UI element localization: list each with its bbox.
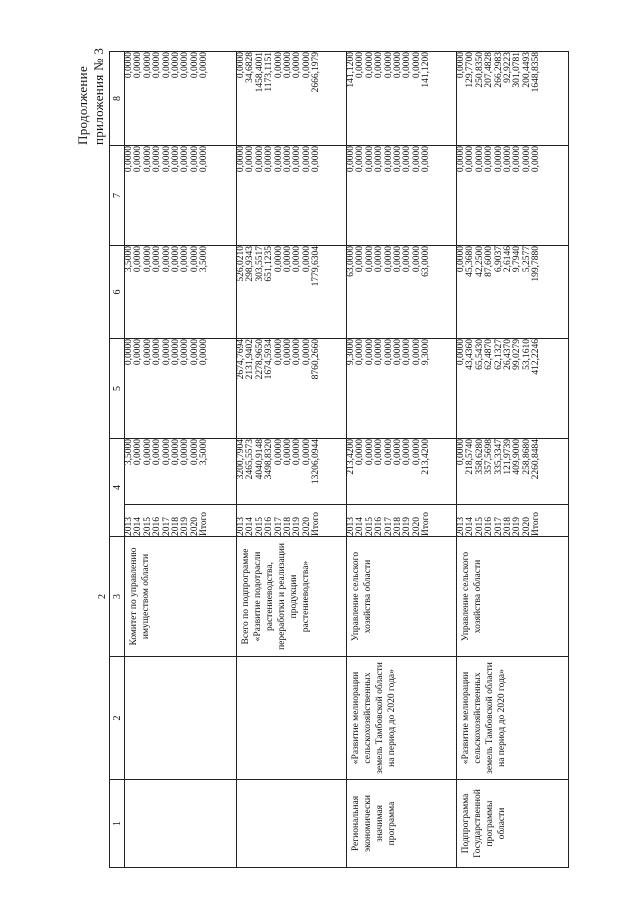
cell-value: 0,0000 (364, 439, 375, 466)
cell-value: 0,0000 (161, 52, 172, 79)
cell-value: 5,2577 (521, 246, 532, 273)
cell-value: 0,0000 (171, 146, 182, 173)
cell-value: 412,2246 (531, 339, 542, 375)
cell-value: 9,7940 (512, 246, 523, 273)
value-cell-c4 (347, 439, 457, 505)
cell-value: 357,5698 (484, 439, 495, 475)
cell-value: 0,0000 (199, 146, 210, 173)
cell-value: 0,0000 (124, 146, 134, 173)
cell-value: 0,0000 (393, 246, 404, 273)
value-cell-c7 (237, 146, 347, 246)
cell-value: 0,0000 (383, 339, 394, 366)
cell-value: 0,0000 (374, 439, 385, 466)
cell-value: 2019 (512, 517, 523, 536)
cell-value: 0,0000 (142, 339, 153, 366)
cell-value: 0,0000 (189, 246, 200, 273)
cell-value: 0,0000 (301, 52, 312, 79)
cell-value: 526,0210 (236, 246, 246, 282)
cell-value: 3,5000 (124, 439, 134, 466)
cell-value: 409,9000 (512, 439, 523, 475)
cell-value: 298,9343 (245, 246, 256, 282)
name-cell: «Развитие мелиорации сельскохозяйственных земель Тамбовской области на период до 2020 года» (351, 662, 397, 774)
cell-value: 0,0000 (161, 339, 172, 366)
cell-value: 0,0000 (521, 146, 532, 173)
cell-value: 0,0000 (245, 146, 256, 173)
cell-value: 0,0000 (402, 246, 413, 273)
cell-value: 65,5430 (474, 339, 485, 370)
cell-value: 0,0000 (189, 146, 200, 173)
cell-value: 0,0000 (374, 246, 385, 273)
cell-value: 218,5740 (465, 439, 476, 475)
cell-value: 0,0000 (180, 439, 191, 466)
page-title: Продолжение приложения № 3 (75, 47, 106, 145)
cell-value: 0,0000 (124, 52, 134, 79)
cell-value: 0,0000 (292, 339, 303, 366)
cell-value: 2018 (283, 517, 294, 536)
header-num-4: 4 (110, 439, 125, 537)
cell-value: 0,0000 (402, 439, 413, 466)
cell-value: 303,5517 (254, 246, 265, 282)
cell-value: 87,6000 (484, 246, 495, 277)
value-cell-c4 (457, 439, 569, 505)
name-cell (125, 657, 131, 779)
cell-value: Итого (311, 511, 322, 536)
table-row (457, 52, 569, 868)
cell-value: 0,0000 (301, 146, 312, 173)
cell-value: 0,0000 (180, 52, 191, 79)
program-cell (237, 780, 243, 867)
table-row (125, 52, 237, 868)
cell-value: 2015 (142, 517, 153, 536)
cell-value: 2,6146 (503, 246, 514, 273)
cell-value: 651,1235 (264, 246, 275, 282)
cell-value: 26,4370 (503, 339, 514, 370)
cell-value: 0,0000 (273, 339, 284, 366)
cell-value: 0,0000 (273, 246, 284, 273)
value-cell-c5 (237, 339, 347, 439)
cell-value: 301,0781 (512, 52, 523, 88)
cell-value: 63,0000 (421, 246, 432, 277)
cell-value: 0,0000 (465, 146, 476, 173)
cell-value: 9,3000 (421, 339, 432, 366)
cell-value: 0,0000 (199, 339, 210, 366)
cell-value: 0,0000 (133, 339, 144, 366)
cell-value: 0,0000 (142, 146, 153, 173)
cell-value: 0,0000 (421, 146, 432, 173)
cell-value: 0,0000 (273, 52, 284, 79)
cell-value: 0,0000 (180, 146, 191, 173)
cell-value: 0,0000 (383, 246, 394, 273)
cell-value: 0,0000 (133, 52, 144, 79)
cell-value: 1648,8358 (531, 52, 542, 93)
value-cell-c8 (125, 52, 237, 146)
cell-value: 92,9223 (503, 52, 514, 83)
cell-value: 2017 (383, 517, 394, 536)
cell-value: 0,0000 (152, 246, 163, 273)
cell-value: 141,1200 (346, 52, 356, 88)
cell-value: 0,0000 (355, 439, 366, 466)
cell-value: 0,0000 (292, 146, 303, 173)
cell-value: 0,0000 (355, 146, 366, 173)
cell-value: 0,0000 (531, 146, 542, 173)
cell-value: 0,0000 (393, 52, 404, 79)
cell-value: 2015 (474, 517, 485, 536)
cell-value: 0,0000 (301, 339, 312, 366)
cell-value: 0,0000 (161, 439, 172, 466)
header-row (110, 52, 125, 868)
executor-cell: Управление сельского хозяйства области (351, 551, 373, 642)
cell-value: 0,0000 (171, 52, 182, 79)
cell-value: 0,0000 (264, 146, 275, 173)
cell-value: 0,0000 (456, 146, 466, 173)
cell-value: 0,0000 (474, 146, 485, 173)
cell-value: 129,7700 (465, 52, 476, 88)
cell-value: 0,0000 (292, 246, 303, 273)
cell-value: 0,0000 (273, 439, 284, 466)
cell-value: 6,9037 (493, 246, 504, 273)
cell-value: 0,0000 (254, 146, 265, 173)
cell-value: 2020 (411, 517, 422, 536)
cell-value: 0,0000 (456, 52, 466, 79)
cell-value: 2674,7694 (236, 339, 246, 380)
cell-value: 45,3680 (465, 246, 476, 277)
cell-value: 2015 (364, 517, 375, 536)
cell-value: Итого (421, 511, 432, 536)
value-cell-c4 (237, 439, 347, 505)
cell-value: 207,4828 (484, 52, 495, 88)
cell-value: 0,0000 (411, 246, 422, 273)
cell-value: 0,0000 (374, 52, 385, 79)
header-num-5: 5 (110, 339, 125, 439)
cell-value: 0,0000 (133, 146, 144, 173)
cell-value: 0,0000 (133, 246, 144, 273)
header-num-7: 7 (110, 146, 125, 246)
cell-value: 0,0000 (456, 439, 466, 466)
cell-value: 3,5000 (124, 246, 134, 273)
cell-value: 0,0000 (364, 246, 375, 273)
cell-value: 1173,1151 (264, 52, 275, 92)
cell-value: 4040,9148 (254, 439, 265, 480)
cell-value: 0,0000 (402, 52, 413, 79)
cell-value: 62,1327 (493, 339, 504, 370)
value-cell-c6 (125, 246, 237, 339)
value-cell-c5 (457, 339, 569, 439)
years-cell (237, 505, 347, 537)
cell-value: 99,0279 (512, 339, 523, 370)
cell-value: 2014 (245, 517, 256, 536)
cell-value: 0,0000 (503, 146, 514, 173)
cell-value: 0,0000 (142, 246, 153, 273)
cell-value: 2019 (402, 517, 413, 536)
cell-value: 335,3347 (493, 439, 504, 475)
years-cell (347, 505, 457, 537)
years-cell (125, 505, 237, 537)
cell-value: 0,0000 (292, 52, 303, 79)
cell-value: 8760,2660 (311, 339, 322, 380)
cell-value: 2019 (292, 517, 303, 536)
value-cell-c4 (125, 439, 237, 505)
cell-value: 2260,8484 (531, 439, 542, 480)
cell-value: 2016 (374, 517, 385, 536)
cell-value: 0,0000 (374, 146, 385, 173)
cell-value: Итого (531, 511, 542, 536)
cell-value: 0,0000 (346, 146, 356, 173)
cell-value: 0,0000 (189, 439, 200, 466)
cell-value: 213,4200 (346, 439, 356, 475)
cell-value: 1779,6304 (311, 246, 322, 287)
header-num-2-top: 2 (96, 594, 108, 599)
cell-value: 2131,9402 (245, 339, 256, 380)
value-cell-c8 (457, 52, 569, 146)
cell-value: 0,0000 (364, 52, 375, 79)
cell-value: 0,0000 (283, 439, 294, 466)
cell-value: 358,6280 (474, 439, 485, 475)
cell-value: 250,8350 (474, 52, 485, 88)
cell-value: 2013 (456, 517, 466, 536)
cell-value: 0,0000 (393, 439, 404, 466)
executor-cell: Управление сельского хозяйства области (461, 551, 483, 642)
executor-cell: Комитет по управлению имуществом области (129, 547, 151, 646)
cell-value: 2018 (171, 517, 182, 536)
header-num-2: 2 (110, 657, 125, 780)
cell-value: 141,1200 (421, 52, 432, 88)
program-cell: Подпрограмма Государственной программы области (461, 789, 507, 858)
value-cell-c8 (347, 52, 457, 146)
budget-table (95, 51, 569, 868)
cell-value: 3498,8320 (264, 439, 275, 480)
cell-value: 2014 (133, 517, 144, 536)
value-cell-c5 (125, 339, 237, 439)
cell-value: 0,0000 (189, 52, 200, 79)
value-cell-c7 (347, 146, 457, 246)
name-cell (237, 657, 243, 779)
header-num-8: 8 (110, 52, 125, 146)
cell-value: 2014 (355, 517, 366, 536)
cell-value: 3,5000 (199, 439, 210, 466)
cell-value: 199,7880 (531, 246, 542, 282)
cell-value: 0,0000 (124, 339, 134, 366)
value-cell-c6 (237, 246, 347, 339)
cell-value: 0,0000 (152, 52, 163, 79)
name-cell: «Развитие мелиорации сельскохозяйственных земель Тамбовской области на период до 2020 года» (461, 662, 507, 774)
value-cell-c7 (457, 146, 569, 246)
cell-value: 0,0000 (393, 146, 404, 173)
cell-value: 0,0000 (180, 246, 191, 273)
cell-value: 0,0000 (383, 439, 394, 466)
cell-value: 2465,5573 (245, 439, 256, 480)
cell-value: 0,0000 (283, 52, 294, 79)
cell-value: 2013 (236, 517, 246, 536)
header-row-top (95, 52, 110, 868)
cell-value: 0,0000 (152, 146, 163, 173)
cell-value: 63,0000 (346, 246, 356, 277)
cell-value: 3,5000 (199, 246, 210, 273)
cell-value: 0,0000 (411, 439, 422, 466)
cell-value: 0,0000 (355, 52, 366, 79)
cell-value: 2666,1979 (311, 52, 322, 93)
cell-value: 0,0000 (493, 146, 504, 173)
cell-value: 53,1610 (521, 339, 532, 370)
value-cell-c8 (237, 52, 347, 146)
cell-value: 2016 (152, 517, 163, 536)
cell-value: 0,0000 (189, 339, 200, 366)
cell-value: 0,0000 (411, 339, 422, 366)
cell-value: 0,0000 (171, 439, 182, 466)
table-row (237, 52, 347, 868)
cell-value: 266,2983 (493, 52, 504, 88)
cell-value: 0,0000 (393, 339, 404, 366)
cell-value: 2015 (254, 517, 265, 536)
cell-value: 0,0000 (355, 339, 366, 366)
cell-value: 2278,9650 (254, 339, 265, 380)
cell-value: 121,9739 (503, 439, 514, 475)
cell-value: 0,0000 (364, 339, 375, 366)
cell-value: 0,0000 (364, 146, 375, 173)
cell-value: 0,0000 (142, 439, 153, 466)
cell-value: 0,0000 (161, 146, 172, 173)
cell-value: 2013 (346, 517, 356, 536)
program-cell: Региональная экономически значимая программа (351, 795, 397, 852)
cell-value: 0,0000 (383, 146, 394, 173)
cell-value: 213,4200 (421, 439, 432, 475)
cell-value: 0,0000 (142, 52, 153, 79)
cell-value: 2016 (264, 517, 275, 536)
cell-value: 43,4360 (465, 339, 476, 370)
cell-value: 0,0000 (152, 439, 163, 466)
cell-value: 0,0000 (355, 246, 366, 273)
cell-value: 0,0000 (236, 52, 246, 79)
cell-value: 0,0000 (484, 146, 495, 173)
cell-value: 2014 (465, 517, 476, 536)
cell-value: 0,0000 (180, 339, 191, 366)
cell-value: 0,0000 (152, 339, 163, 366)
value-cell-c6 (347, 246, 457, 339)
cell-value: 9,3000 (346, 339, 356, 366)
cell-value: 2019 (180, 517, 191, 536)
cell-value: 3200,7904 (236, 439, 246, 480)
cell-value: 0,0000 (402, 339, 413, 366)
cell-value: 0,0000 (283, 146, 294, 173)
cell-value: 0,0000 (402, 146, 413, 173)
cell-value: 1458,4001 (254, 52, 265, 93)
cell-value: 62,4870 (484, 339, 495, 370)
header-num-1: 1 (110, 780, 125, 868)
cell-value: 1674,5934 (264, 339, 275, 380)
cell-value: 13206,0944 (311, 439, 322, 485)
cell-value: 258,8680 (521, 439, 532, 475)
cell-value: 2017 (493, 517, 504, 536)
cell-value: 0,0000 (161, 246, 172, 273)
cell-value: 2018 (503, 517, 514, 536)
cell-value: 0,0000 (383, 52, 394, 79)
cell-value: 0,0000 (171, 339, 182, 366)
value-cell-c7 (125, 146, 237, 246)
table-row (347, 52, 457, 868)
cell-value: 2017 (273, 517, 284, 536)
value-cell-c5 (347, 339, 457, 439)
cell-value: 2020 (189, 517, 200, 536)
program-cell (125, 780, 131, 867)
cell-value: 0,0000 (512, 146, 523, 173)
cell-value: 0,0000 (411, 52, 422, 79)
cell-value: 0,0000 (311, 146, 322, 173)
cell-value: 2016 (484, 517, 495, 536)
cell-value: 2013 (124, 517, 134, 536)
cell-value: 0,0000 (199, 52, 210, 79)
cell-value: 0,0000 (236, 146, 246, 173)
header-num-6: 6 (110, 246, 125, 339)
cell-value: 0,0000 (301, 439, 312, 466)
cell-value: 2020 (301, 517, 312, 536)
cell-value: 0,0000 (301, 246, 312, 273)
cell-value: 200,4493 (521, 52, 532, 88)
cell-value: 0,0000 (133, 439, 144, 466)
cell-value: 0,0000 (273, 146, 284, 173)
cell-value: 42,2500 (474, 246, 485, 277)
cell-value: Итого (199, 511, 210, 536)
header-num-3: 3 (110, 537, 125, 657)
cell-value: 0,0000 (171, 246, 182, 273)
cell-value: 2018 (393, 517, 404, 536)
executor-cell: Всего по подпрограмме «Развитие подотрасли растениеводства, переработки и реализации продукции растениеводства» (241, 543, 311, 650)
cell-value: 0,0000 (374, 339, 385, 366)
cell-value: 34,6828 (245, 52, 256, 83)
cell-value: 0,0000 (283, 246, 294, 273)
cell-value: 0,0000 (292, 439, 303, 466)
cell-value: 0,0000 (411, 146, 422, 173)
cell-value: 0,0000 (283, 339, 294, 366)
cell-value: 0,0000 (456, 246, 466, 273)
cell-value: 2020 (521, 517, 532, 536)
cell-value: 2017 (161, 517, 172, 536)
years-cell (457, 505, 569, 537)
cell-value: 0,0000 (456, 339, 466, 366)
value-cell-c6 (457, 246, 569, 339)
